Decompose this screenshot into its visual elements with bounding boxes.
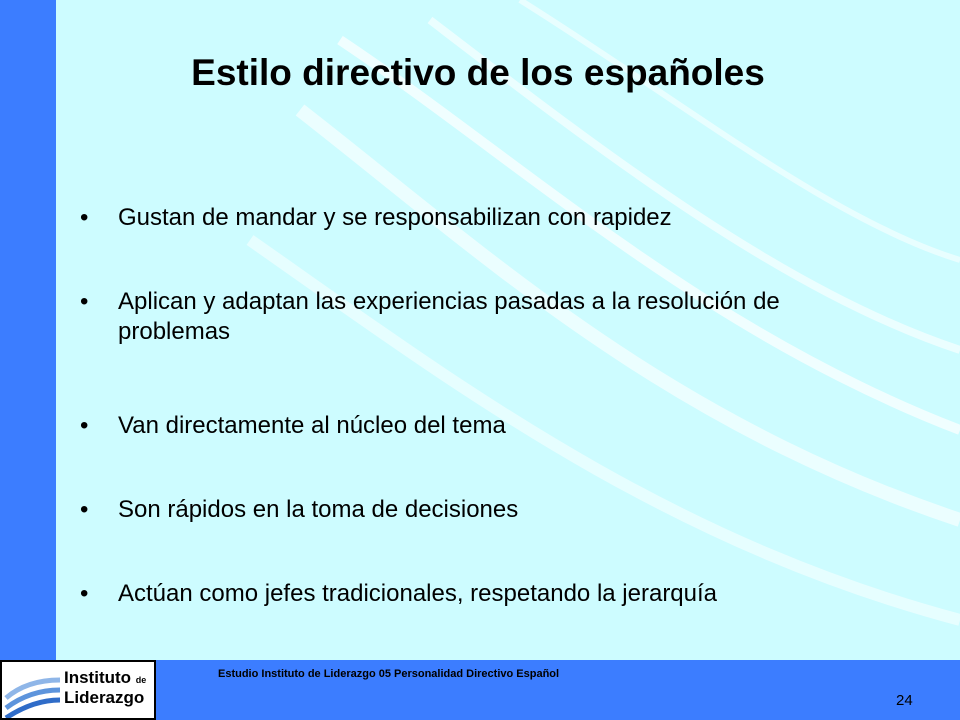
bullet-item: [80, 495, 940, 525]
logo-wordmark-line2: Liderazgo: [64, 688, 145, 707]
bullet-text: Actúan como jefes tradicionales, respetando la jerarquía: [118, 580, 718, 607]
bullet-item: [80, 411, 940, 441]
bullet-text: Gustan de mandar y se responsabilizan con rapidez: [118, 204, 672, 231]
footer-caption: Estudio Instituto de Liderazgo 05 Personalidad Directivo Español: [218, 668, 560, 680]
slide-title: Estilo directivo de los españoles: [191, 52, 765, 93]
bullet-dot: •: [80, 580, 89, 607]
bullet-item: [80, 287, 800, 347]
bullet-text: Van directamente al núcleo del tema: [118, 412, 506, 439]
bullet-item: [80, 203, 940, 233]
swoosh-icon: [4, 664, 62, 718]
bullet-text: Son rápidos en la toma de decisiones: [118, 496, 519, 523]
bullet-dot: •: [80, 496, 89, 523]
bullet-item: [80, 579, 940, 609]
logo-wordmark-line1: Instituto de: [64, 668, 147, 687]
bullet-dot: •: [80, 412, 89, 439]
page-number: 24: [896, 692, 913, 709]
bullet-text: Aplican y adaptan las experiencias pasadas a la resolución de problemas: [118, 288, 780, 345]
logo: [0, 660, 156, 720]
bullet-dot: •: [80, 204, 89, 231]
bullet-dot: •: [80, 288, 89, 315]
